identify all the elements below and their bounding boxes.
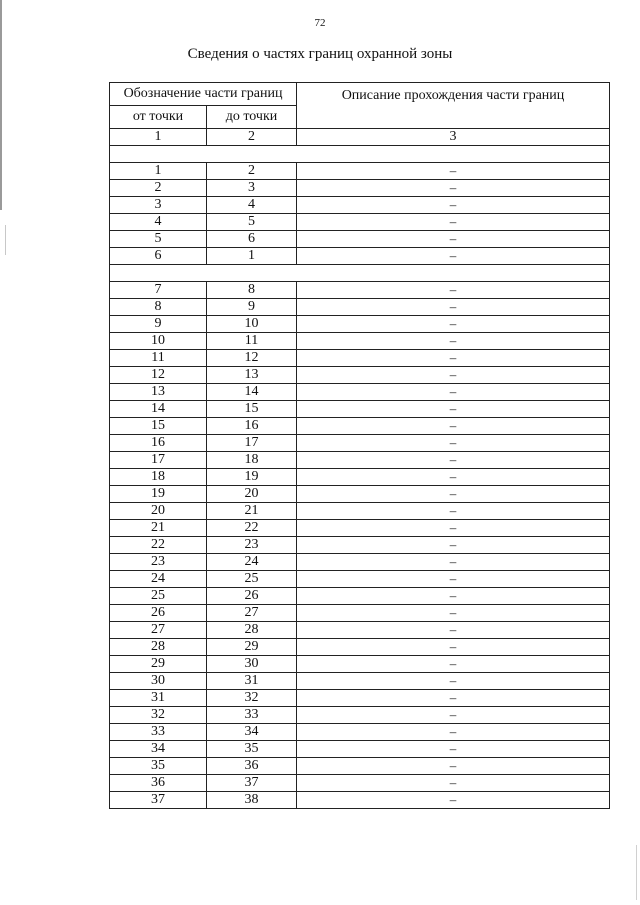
table-row: [110, 333, 610, 350]
cell-from-point: 2: [110, 180, 207, 197]
table-row: [110, 248, 610, 265]
cell-from-point: 21: [110, 520, 207, 537]
cell-to-point: 11: [207, 333, 297, 350]
cell-description: –: [297, 690, 610, 707]
cell-to-point: 23: [207, 537, 297, 554]
cell-from-point: 37: [110, 792, 207, 809]
table-row: [110, 299, 610, 316]
table-row: [110, 690, 610, 707]
cell-from-point: 9: [110, 316, 207, 333]
cell-description: –: [297, 282, 610, 299]
column-number: 2: [207, 129, 297, 146]
cell-description: –: [297, 214, 610, 231]
cell-from-point: 31: [110, 690, 207, 707]
cell-to-point: 6: [207, 231, 297, 248]
cell-to-point: 17: [207, 435, 297, 452]
cell-to-point: 16: [207, 418, 297, 435]
table-row: [110, 418, 610, 435]
cell-to-point: 36: [207, 758, 297, 775]
table-row: [110, 588, 610, 605]
cell-from-point: 24: [110, 571, 207, 588]
cell-to-point: 19: [207, 469, 297, 486]
page-number: 72: [314, 17, 326, 29]
cell-description: –: [297, 520, 610, 537]
cell-from-point: 12: [110, 367, 207, 384]
cell-from-point: 10: [110, 333, 207, 350]
table-row: [110, 707, 610, 724]
cell-description: –: [297, 537, 610, 554]
table-row: [110, 554, 610, 571]
cell-description: –: [297, 248, 610, 265]
table-row: [110, 792, 610, 809]
cell-description: –: [297, 316, 610, 333]
table-row: [110, 639, 610, 656]
cell-description: –: [297, 588, 610, 605]
cell-from-point: 34: [110, 741, 207, 758]
cell-description: –: [297, 401, 610, 418]
cell-to-point: 18: [207, 452, 297, 469]
cell-from-point: 14: [110, 401, 207, 418]
table-row: [110, 537, 610, 554]
cell-description: –: [297, 775, 610, 792]
cell-to-point: 2: [207, 163, 297, 180]
cell-to-point: 27: [207, 605, 297, 622]
cell-from-point: 36: [110, 775, 207, 792]
cell-to-point: 31: [207, 673, 297, 690]
cell-to-point: 25: [207, 571, 297, 588]
table-row: [110, 316, 610, 333]
cell-description: –: [297, 724, 610, 741]
table-row: [110, 180, 610, 197]
table-row: [110, 435, 610, 452]
table-row: [110, 486, 610, 503]
table-row: [110, 605, 610, 622]
header-boundary-designation: Обозначение части границ: [110, 83, 297, 106]
cell-description: –: [297, 639, 610, 656]
section-separator-row: [110, 146, 610, 163]
table-row: [110, 741, 610, 758]
cell-description: –: [297, 656, 610, 673]
cell-from-point: 32: [110, 707, 207, 724]
section-separator-row: [110, 265, 610, 282]
cell-to-point: 5: [207, 214, 297, 231]
cell-description: –: [297, 486, 610, 503]
table-row: [110, 571, 610, 588]
cell-to-point: 12: [207, 350, 297, 367]
cell-from-point: 13: [110, 384, 207, 401]
cell-to-point: 28: [207, 622, 297, 639]
page-title: Сведения о частях границ охранной зоны: [187, 46, 453, 62]
table-row: [110, 282, 610, 299]
table-row: [110, 350, 610, 367]
cell-from-point: 33: [110, 724, 207, 741]
header-boundary-description: Описание прохождения части границ: [297, 83, 610, 129]
cell-from-point: 5: [110, 231, 207, 248]
cell-to-point: 8: [207, 282, 297, 299]
cell-from-point: 6: [110, 248, 207, 265]
cell-description: –: [297, 469, 610, 486]
cell-description: –: [297, 350, 610, 367]
cell-from-point: 19: [110, 486, 207, 503]
cell-description: –: [297, 622, 610, 639]
cell-from-point: 22: [110, 537, 207, 554]
cell-from-point: 8: [110, 299, 207, 316]
cell-description: –: [297, 741, 610, 758]
cell-description: –: [297, 707, 610, 724]
cell-description: –: [297, 605, 610, 622]
table-row: [110, 758, 610, 775]
cell-description: –: [297, 299, 610, 316]
cell-to-point: 35: [207, 741, 297, 758]
cell-description: –: [297, 197, 610, 214]
cell-from-point: 23: [110, 554, 207, 571]
cell-from-point: 16: [110, 435, 207, 452]
table-row: [110, 469, 610, 486]
cell-from-point: 28: [110, 639, 207, 656]
cell-from-point: 18: [110, 469, 207, 486]
cell-to-point: 20: [207, 486, 297, 503]
table-row: [110, 622, 610, 639]
cell-from-point: 27: [110, 622, 207, 639]
table-row: [110, 401, 610, 418]
cell-from-point: 4: [110, 214, 207, 231]
cell-description: –: [297, 163, 610, 180]
header-from-point: от точки: [110, 106, 207, 129]
cell-description: –: [297, 333, 610, 350]
table-row: [110, 384, 610, 401]
cell-from-point: 7: [110, 282, 207, 299]
cell-to-point: 10: [207, 316, 297, 333]
cell-to-point: 26: [207, 588, 297, 605]
column-number: 1: [110, 129, 207, 146]
cell-description: –: [297, 554, 610, 571]
cell-description: –: [297, 571, 610, 588]
table-row: [110, 503, 610, 520]
cell-to-point: 32: [207, 690, 297, 707]
cell-from-point: 1: [110, 163, 207, 180]
cell-to-point: 14: [207, 384, 297, 401]
table-row: [110, 231, 610, 248]
scan-edge-mark: [0, 0, 2, 210]
table-row: [110, 673, 610, 690]
cell-description: –: [297, 231, 610, 248]
cell-from-point: 35: [110, 758, 207, 775]
section-separator-cell: [110, 146, 610, 163]
table-row: [110, 452, 610, 469]
cell-to-point: 29: [207, 639, 297, 656]
cell-from-point: 3: [110, 197, 207, 214]
cell-from-point: 11: [110, 350, 207, 367]
cell-description: –: [297, 452, 610, 469]
column-number: 3: [297, 129, 610, 146]
cell-description: –: [297, 367, 610, 384]
cell-description: –: [297, 418, 610, 435]
cell-to-point: 38: [207, 792, 297, 809]
table-row: [110, 724, 610, 741]
cell-to-point: 13: [207, 367, 297, 384]
cell-to-point: 37: [207, 775, 297, 792]
cell-from-point: 26: [110, 605, 207, 622]
table-body: [110, 146, 610, 809]
cell-from-point: 29: [110, 656, 207, 673]
cell-to-point: 33: [207, 707, 297, 724]
cell-description: –: [297, 673, 610, 690]
cell-from-point: 30: [110, 673, 207, 690]
cell-description: –: [297, 435, 610, 452]
cell-to-point: 15: [207, 401, 297, 418]
cell-from-point: 20: [110, 503, 207, 520]
cell-description: –: [297, 503, 610, 520]
scan-edge-mark: [636, 845, 637, 900]
boundary-parts-table: [109, 82, 610, 809]
table-row: [110, 520, 610, 537]
cell-to-point: 30: [207, 656, 297, 673]
table-row: [110, 163, 610, 180]
table-row: [110, 656, 610, 673]
table-row: [110, 367, 610, 384]
cell-description: –: [297, 792, 610, 809]
section-separator-cell: [110, 265, 610, 282]
cell-from-point: 15: [110, 418, 207, 435]
cell-description: –: [297, 384, 610, 401]
cell-to-point: 3: [207, 180, 297, 197]
cell-to-point: 1: [207, 248, 297, 265]
cell-from-point: 17: [110, 452, 207, 469]
cell-description: –: [297, 180, 610, 197]
cell-to-point: 21: [207, 503, 297, 520]
cell-description: –: [297, 758, 610, 775]
cell-to-point: 34: [207, 724, 297, 741]
table-row: [110, 214, 610, 231]
table-row: [110, 775, 610, 792]
cell-to-point: 4: [207, 197, 297, 214]
cell-to-point: 22: [207, 520, 297, 537]
cell-from-point: 25: [110, 588, 207, 605]
scan-edge-mark: [5, 225, 6, 255]
cell-to-point: 24: [207, 554, 297, 571]
table-row: [110, 197, 610, 214]
cell-to-point: 9: [207, 299, 297, 316]
header-to-point: до точки: [207, 106, 297, 129]
